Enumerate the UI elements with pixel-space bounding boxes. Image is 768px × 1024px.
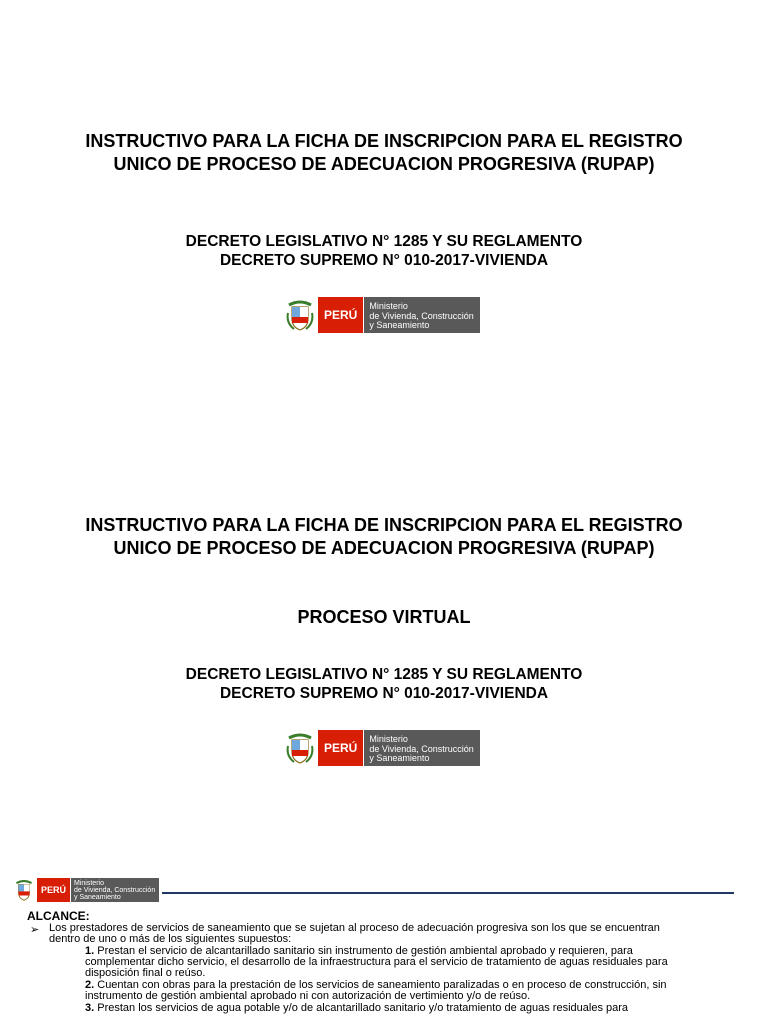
intro-line2: dentro de uno o más de los siguientes supuestos:: [49, 933, 292, 945]
cover-title-line2: UNICO DE PROCESO DE ADECUACION PROGRESIVA (RUPAP): [113, 154, 655, 174]
cover-decree-line1: DECRETO LEGISLATIVO N° 1285 Y SU REGLAMENTO: [185, 233, 583, 250]
item3-number: 3.: [85, 1002, 95, 1014]
intro-line1: Los prestadores de servicios de saneamiento que se sujetan al proceso de adecuación progresiva son los que se encuentran: [49, 922, 660, 934]
item1-line3: disposición final o reúso.: [85, 967, 206, 979]
ministry-line3: y Saneamiento: [369, 753, 430, 763]
ministry-name: [363, 297, 479, 333]
ministry-line1: Ministerio: [369, 301, 408, 311]
intro-paragraph: [49, 923, 735, 945]
ministry-line1: Ministerio: [74, 880, 104, 887]
ministry-line2: de Vivienda, Construcción: [369, 310, 474, 321]
ministry-line2: de Vivienda, Construcción: [369, 743, 474, 754]
cover-decree-line2: DECRETO SUPREMO N° 010-2017-VIVIENDA: [219, 252, 549, 269]
ministry-line1: Ministerio: [369, 734, 408, 744]
item3-text: Prestan los servicios de agua potable y/o de alcantarillado sanitario y/o tratamiento de aguas residuales para: [97, 1002, 629, 1014]
arrow-bullet-icon: ➢: [30, 924, 40, 936]
peru-coat-of-arms-icon: [286, 732, 314, 764]
ministry-logo: [286, 730, 480, 766]
ministry-line3: y Saneamiento: [74, 894, 121, 901]
peru-coat-of-arms-icon: [286, 299, 314, 331]
item2-text: Cuentan con obras para la prestación de los servicios de saneamiento paralizadas o en proceso de construcción, sin: [97, 979, 667, 991]
section-heading: ALCANCE:: [27, 909, 90, 923]
item2-line2: instrumento de gestión ambiental aprobado ni con autorización de vertimiento y/o de reúso.: [85, 990, 531, 1002]
item2-number: 2.: [85, 979, 95, 991]
item1-text: Prestan el servicio de alcantarillado sanitario sin instrumento de gestión ambiental aprobado y requieren, para: [97, 945, 633, 957]
virtual-title-line2: UNICO DE PROCESO DE ADECUACION PROGRESIVA (RUPAP): [113, 538, 655, 558]
peru-label: PERÚ: [37, 878, 70, 902]
ministry-line2: de Vivienda, Construcción: [74, 887, 156, 894]
ministry-logo: [286, 297, 480, 333]
item1-number: 1.: [85, 945, 95, 957]
virtual-decree-line2: DECRETO SUPREMO N° 010-2017-VIVIENDA: [219, 685, 549, 702]
peru-label: PERÚ: [318, 730, 363, 766]
peru-coat-of-arms-icon: [14, 879, 34, 901]
list-item: [85, 980, 735, 1002]
ministry-name: [70, 878, 159, 902]
ministry-line3: y Saneamiento: [369, 320, 430, 330]
ministry-name: [363, 730, 479, 766]
cover-title-line1: INSTRUCTIVO PARA LA FICHA DE INSCRIPCION PARA EL REGISTRO: [85, 131, 683, 151]
peru-label: PERÚ: [318, 297, 363, 333]
virtual-subtitle: PROCESO VIRTUAL: [297, 607, 471, 627]
virtual-decree-line1: DECRETO LEGISLATIVO N° 1285 Y SU REGLAMENTO: [185, 666, 583, 683]
virtual-title-line1: INSTRUCTIVO PARA LA FICHA DE INSCRIPCION PARA EL REGISTRO: [85, 515, 683, 535]
list-item: [85, 946, 735, 979]
header-ministry-logo: [14, 878, 159, 902]
header-divider: [162, 892, 734, 894]
item1-line2: complementar dicho servicio, el desarrollo de la infraestructura para el servicio de tratamiento de aguas residuales para: [85, 956, 668, 968]
list-item: [85, 1003, 735, 1014]
item3-line1: [85, 1003, 735, 1014]
